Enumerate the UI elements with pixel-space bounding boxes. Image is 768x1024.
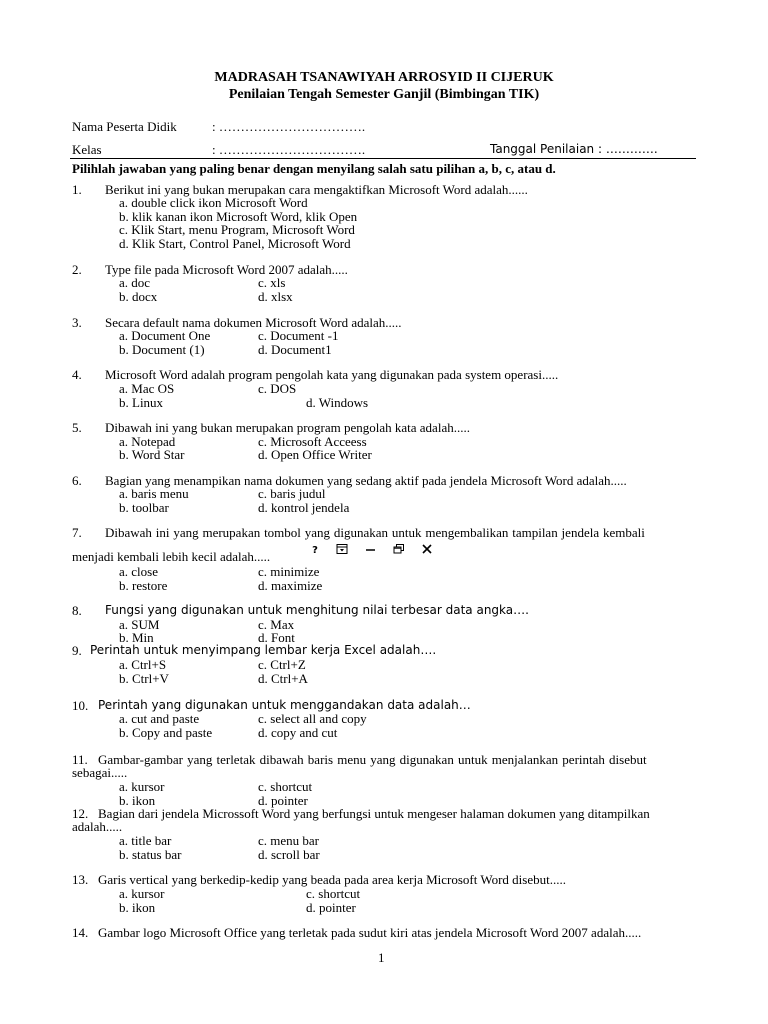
option: b. Min — [119, 630, 154, 645]
option: a. SUM — [119, 617, 160, 632]
option: c. minimize — [258, 564, 320, 579]
question-text: Dibawah ini yang merupakan tombol yang digunakan untuk mengembalikan tampilan jendela kembali — [105, 525, 645, 540]
question-text: Perintah untuk menyimpang lembar kerja Excel adalah…. — [90, 643, 437, 657]
question-number: 1. — [72, 182, 82, 197]
option: c. select all and copy — [258, 711, 367, 726]
question-number: 7. — [72, 525, 82, 540]
option: c. Microsoft Acceess — [258, 434, 367, 449]
question-number: 3. — [72, 315, 82, 330]
option: a. cut and paste — [119, 711, 200, 726]
option: b. Copy and paste — [119, 725, 213, 740]
option: a. kursor — [119, 886, 165, 901]
question-text: Berikut ini yang bukan merupakan cara mengaktifkan Microsoft Word adalah...... — [105, 182, 528, 197]
question-number: 14. — [72, 925, 89, 940]
question-number: 12. — [72, 806, 89, 821]
option: a. baris menu — [119, 486, 189, 501]
option: d. pointer — [306, 900, 356, 915]
option: c. DOS — [258, 381, 297, 396]
close-icon — [420, 543, 434, 555]
question-text: Secara default nama dokumen Microsoft Word adalah..... — [105, 315, 402, 330]
question-number: 6. — [72, 473, 82, 488]
option: b. Linux — [119, 395, 164, 410]
option: a. Ctrl+S — [119, 657, 167, 672]
option: b. klik kanan ikon Microsoft Word, klik Open — [119, 209, 358, 224]
option: d. xlsx — [258, 289, 293, 304]
option: a. double click ikon Microsoft Word — [119, 195, 308, 210]
option: a. doc — [119, 275, 151, 290]
option: b. toolbar — [119, 500, 169, 515]
question-text: Gambar-gambar yang terletak dibawah baris menu yang digunakan untuk menjalankan perintah disebut — [98, 752, 647, 767]
option: b. Word Star — [119, 447, 185, 462]
option: c. baris judul — [258, 486, 326, 501]
question-text: Garis vertical yang berkedip-kedip yang beada pada area kerja Microsoft Word disebut..... — [98, 872, 566, 887]
option: d. Ctrl+A — [258, 671, 308, 686]
page-number: 1 — [378, 950, 385, 965]
option: b. Ctrl+V — [119, 671, 169, 686]
question-number: 13. — [72, 872, 89, 887]
option: b. restore — [119, 578, 168, 593]
option: d. Windows — [306, 395, 369, 410]
instruction: Pilihlah jawaban yang paling benar dengan menyilang salah satu pilihan a, b, c, atau d. — [72, 161, 556, 176]
option: d. copy and cut — [258, 725, 338, 740]
question-number: 8. — [72, 603, 82, 618]
question-text: Fungsi yang digunakan untuk menghitung nilai terbesar data angka…. — [105, 603, 529, 617]
question-text-continued: menjadi kembali lebih kecil adalah..... — [72, 549, 271, 564]
question-number: 2. — [72, 262, 82, 277]
option: d. Klik Start, Control Panel, Microsoft Word — [119, 236, 351, 251]
option: c. Document -1 — [258, 328, 339, 343]
help-icon — [308, 543, 322, 555]
restore-icon — [392, 543, 406, 555]
option: a. title bar — [119, 833, 172, 848]
question-text: Microsoft Word adalah program pengolah kata yang digunakan pada system operasi..... — [105, 367, 559, 382]
option: a. Mac OS — [119, 381, 175, 396]
divider — [70, 158, 696, 159]
option: c. xls — [258, 275, 286, 290]
option: a. close — [119, 564, 158, 579]
option: c. Max — [258, 617, 295, 632]
exam-title: Penilaian Tengah Semester Ganjil (Bimbingan TIK) — [228, 87, 540, 102]
class-field: : ……………………………. — [212, 142, 366, 157]
option: b. Document (1) — [119, 342, 205, 357]
option: c. shortcut — [306, 886, 361, 901]
svg-text:?: ? — [312, 545, 318, 555]
question-text: Gambar logo Microsoft Office yang terletak pada sudut kiri atas jendela Microsoft Word 2007 adalah..... — [98, 925, 642, 940]
name-label: Nama Peserta Didik — [72, 119, 177, 134]
question-text: Bagian dari jendela Microssoft Word yang berfungsi untuk mengeser halaman dokumen yang ditampilkan — [98, 806, 650, 821]
question-number: 9. — [72, 643, 82, 658]
question-text-continued: sebagai..... — [72, 765, 128, 780]
option: b. docx — [119, 289, 158, 304]
question-number: 4. — [72, 367, 82, 382]
option: d. Open Office Writer — [258, 447, 372, 462]
option: b. status bar — [119, 847, 182, 862]
option: a. Document One — [119, 328, 211, 343]
date-field: Tanggal Penilaian : …………. — [490, 142, 658, 156]
option: b. ikon — [119, 793, 156, 808]
school-name: MADRASAH TSANAWIYAH ARROSYID II CIJERUK — [214, 70, 554, 85]
minimize-icon — [364, 543, 378, 555]
question-text: Type file pada Microsoft Word 2007 adalah..... — [105, 262, 348, 277]
question-text: Perintah yang digunakan untuk menggandakan data adalah… — [98, 698, 471, 712]
option: a. Notepad — [119, 434, 176, 449]
question-text-continued: adalah..... — [72, 819, 123, 834]
minimize-ribbon-icon — [335, 543, 349, 555]
option: d. scroll bar — [258, 847, 320, 862]
question-number: 11. — [72, 752, 88, 767]
name-field: : ……………………………. — [212, 119, 366, 134]
question-text: Bagian yang menampikan nama dokumen yang sedang aktif pada jendela Microsoft Word adalah..... — [105, 473, 627, 488]
option: d. maximize — [258, 578, 323, 593]
option: d. pointer — [258, 793, 308, 808]
option: c. Ctrl+Z — [258, 657, 306, 672]
option: b. ikon — [119, 900, 156, 915]
question-text: Dibawah ini yang bukan merupakan program pengolah kata adalah..... — [105, 420, 470, 435]
option: c. shortcut — [258, 779, 313, 794]
option: d. Font — [258, 630, 295, 645]
question-number: 5. — [72, 420, 82, 435]
option: c. menu bar — [258, 833, 320, 848]
option: d. kontrol jendela — [258, 500, 350, 515]
option: d. Document1 — [258, 342, 332, 357]
question-number: 10. — [72, 698, 89, 713]
class-label: Kelas — [72, 142, 102, 157]
option: a. kursor — [119, 779, 165, 794]
option: c. Klik Start, menu Program, Microsoft Word — [119, 222, 355, 237]
